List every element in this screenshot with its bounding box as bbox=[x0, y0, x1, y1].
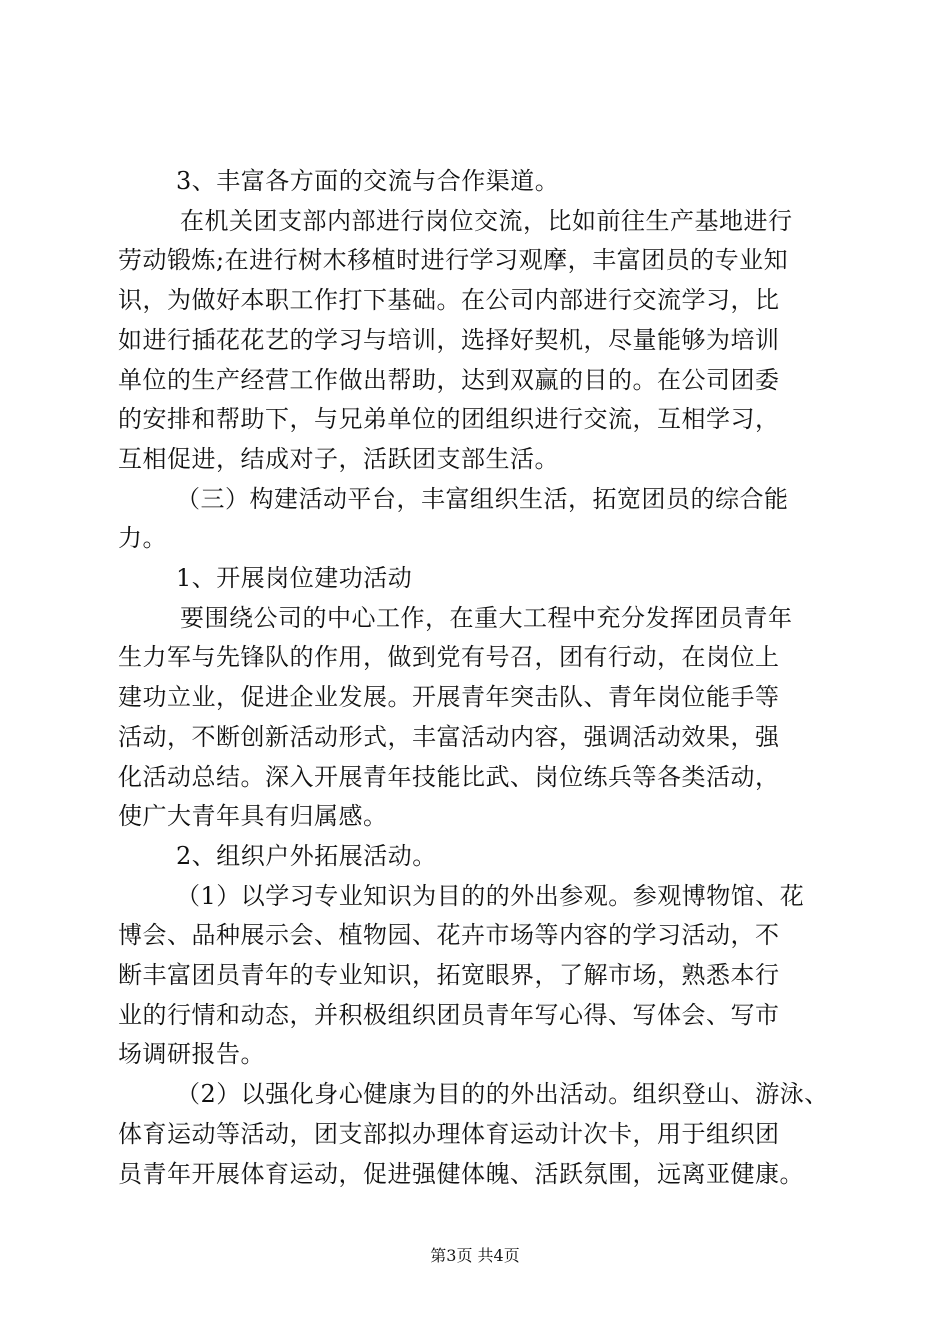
text-line: （1）以学习专业知识为目的的外出参观。参观博物馆、花 bbox=[176, 881, 805, 910]
text-line: 博会、品种展示会、植物园、花卉市场等内容的学习活动，不 bbox=[118, 921, 780, 950]
text-line: 生力军与先锋队的作用，做到党有号召，团有行动，在岗位上 bbox=[118, 643, 780, 672]
text-line: 员青年开展体育运动，促进强健体魄、活跃氛围，远离亚健康。 bbox=[118, 1159, 804, 1188]
text-line: 识，为做好本职工作打下基础。在公司内部进行交流学习，比 bbox=[118, 286, 780, 315]
text-line: 在机关团支部内部进行岗位交流，比如前往生产基地进行 bbox=[180, 206, 793, 235]
text-line: （三）构建活动平台，丰富组织生活，拓宽团员的综合能 bbox=[176, 484, 789, 513]
text-line: 业的行情和动态，并积极组织团员青年写心得、写体会、写市 bbox=[118, 1000, 780, 1029]
text-line: 的安排和帮助下，与兄弟单位的团组织进行交流，互相学习， bbox=[118, 405, 780, 434]
text-line: 体育运动等活动，团支部拟办理体育运动计次卡，用于组织团 bbox=[118, 1119, 780, 1148]
text-line: 单位的生产经营工作做出帮助，达到双赢的目的。在公司团委 bbox=[118, 365, 780, 394]
text-line: 力。 bbox=[118, 524, 167, 553]
text-line: 要围绕公司的中心工作，在重大工程中充分发挥团员青年 bbox=[180, 603, 793, 632]
text-line: 建功立业，促进企业发展。开展青年突击队、青年岗位能手等 bbox=[118, 683, 780, 712]
text-line: 1、开展岗位建功活动 bbox=[176, 564, 413, 592]
text-line: 场调研报告。 bbox=[118, 1040, 265, 1069]
text-line: 如进行插花花艺的学习与培训，选择好契机，尽量能够为培训 bbox=[118, 325, 780, 354]
text-line: 2、组织户外拓展活动。 bbox=[176, 841, 437, 870]
text-line: 断丰富团员青年的专业知识，拓宽眼界，了解市场，熟悉本行 bbox=[118, 961, 780, 989]
text-line: （2）以强化身心健康为目的的外出活动。组织登山、游泳、 bbox=[176, 1080, 829, 1109]
text-line: 活动，不断创新活动形式，丰富活动内容，强调活动效果，强 bbox=[118, 722, 780, 751]
text-line: 化活动总结。深入开展青年技能比武、岗位练兵等各类活动， bbox=[118, 762, 780, 791]
text-line: 使广大青年具有归属感。 bbox=[118, 802, 388, 831]
text-line: 互相促进，结成对子，活跃团支部生活。 bbox=[118, 444, 559, 473]
text-line: 3、丰富各方面的交流与合作渠道。 bbox=[176, 167, 560, 195]
page-number-footer: 第3页 共4页 bbox=[430, 1246, 520, 1265]
text-line: 劳动锻炼;在进行树木移植时进行学习观摩，丰富团员的专业知 bbox=[118, 246, 789, 275]
